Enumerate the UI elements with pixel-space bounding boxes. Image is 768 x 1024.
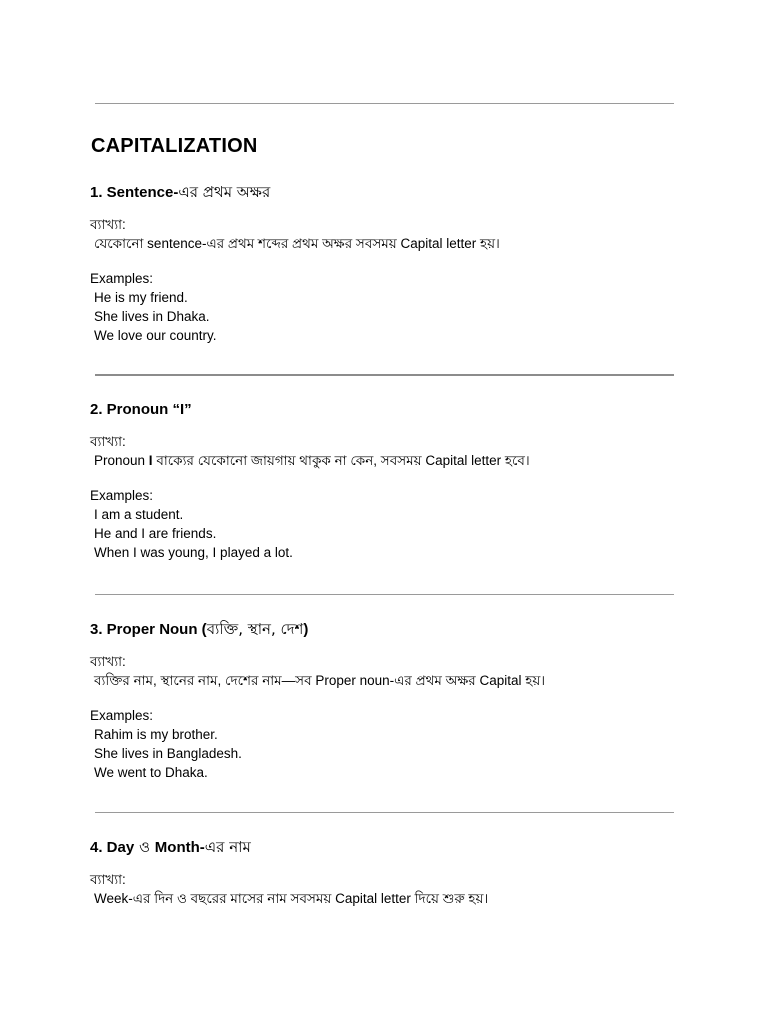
explanation-bold: I (148, 453, 153, 468)
page-title: CAPITALIZATION (91, 135, 258, 157)
heading-english: 4. Day (90, 839, 135, 856)
explanation-label: ব্যাখ্যা: (90, 217, 126, 232)
section-heading (90, 619, 690, 640)
explanation-text: ব্যক্তির নাম, স্থানের নাম, দেশের নাম—সব Proper noun-এর প্রথম অক্ষর Capital হয়। (94, 673, 546, 688)
explanation-label: ব্যাখ্যা: (90, 654, 126, 669)
example-item: We went to Dhaka. (94, 765, 208, 780)
section-divider (95, 812, 674, 813)
heading-english: 2. Pronoun “I” (90, 401, 192, 418)
section-proper-noun (90, 619, 690, 782)
example-item: We love our country. (94, 328, 217, 343)
example-item: She lives in Dhaka. (94, 309, 210, 324)
example-item: When I was young, I played a lot. (94, 545, 293, 560)
section-heading (90, 182, 690, 203)
examples-label: Examples: (90, 708, 154, 723)
heading-bengali: এর প্রথম অক্ষর (178, 183, 271, 201)
example-item: Rahim is my brother. (94, 727, 218, 742)
example-item: I am a student. (94, 507, 184, 522)
heading-english: 3. Proper Noun ( (90, 621, 207, 638)
explanation-label: ব্যাখ্যা: (90, 434, 126, 449)
heading-english: Month- (154, 839, 205, 856)
explanation-label: ব্যাখ্যা: (90, 872, 126, 887)
heading-english: 1. Sentence- (90, 184, 179, 201)
section-sentence (90, 182, 690, 345)
section-heading (90, 837, 690, 858)
heading-bengali: ও (134, 838, 155, 856)
explanation-text: যেকোনো sentence-এর প্রথম শব্দের প্রথম অক্ষর সবসময় Capital letter হয়। (94, 236, 500, 251)
section-pronoun-i (90, 400, 690, 562)
explanation-text: Week-এর দিন ও বছরের মাসের নাম সবসময় Capital letter দিয়ে শুরু হয়। (94, 891, 489, 906)
examples-label: Examples: (90, 271, 154, 286)
section-heading (90, 400, 690, 420)
section-day-month (90, 837, 690, 908)
explanation-text (90, 451, 690, 470)
explanation-post: বাক্যের যেকোনো জায়গায় থাকুক না কেন, সবসময় Capital letter হবে। (152, 453, 530, 468)
example-item: She lives in Bangladesh. (94, 746, 242, 761)
examples-label: Examples: (90, 488, 154, 503)
example-item: He and I are friends. (94, 526, 217, 541)
top-divider (95, 103, 674, 104)
example-item: He is my friend. (94, 290, 188, 305)
heading-close: ) (303, 621, 309, 638)
heading-bengali: এর নাম (204, 838, 251, 856)
section-divider (95, 594, 674, 595)
heading-bengali: ব্যক্তি, স্থান, দেশ (206, 620, 304, 638)
section-divider (95, 374, 674, 376)
explanation-pre: Pronoun (94, 453, 149, 468)
